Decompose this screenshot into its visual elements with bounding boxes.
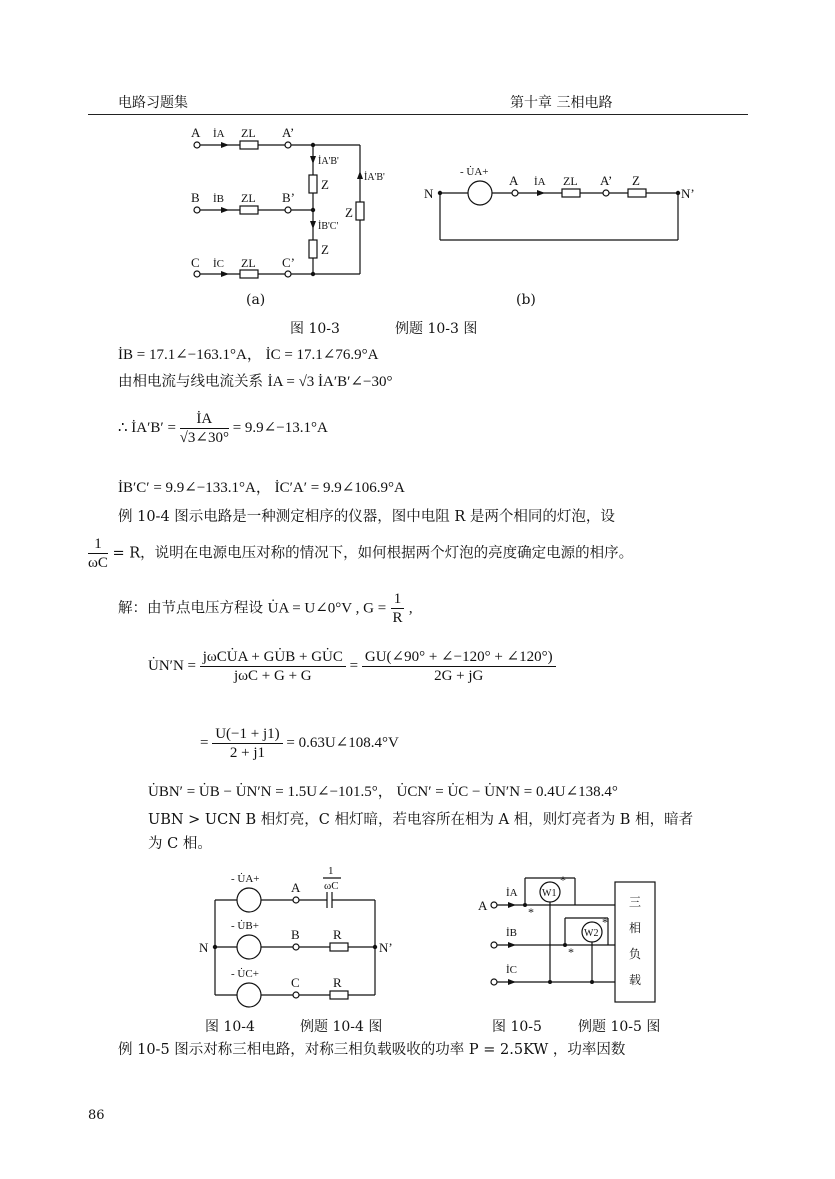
eq-unn-den2: 2G + jG bbox=[434, 668, 484, 684]
eq-iab-lhs: ∴ İA′B′ = bbox=[118, 419, 176, 436]
label-ia-b: İA bbox=[534, 176, 546, 188]
star-w1-b: * bbox=[528, 905, 534, 919]
label-zl-c: ZL bbox=[241, 256, 256, 270]
page-number: 86 bbox=[88, 1108, 105, 1123]
figure-10-3-caption-title: 例题 10-3 图 bbox=[395, 321, 478, 337]
label-cap-num: 1 bbox=[328, 865, 334, 877]
label-iab: İA'B' bbox=[318, 156, 339, 167]
eq-unn-fraction-2 bbox=[362, 648, 556, 685]
label-ic-5: İC bbox=[506, 964, 517, 976]
ex4-condition-text: = R，说明在电源电压对称的情况下，如何根据两个灯泡的亮度确定电源的相序。 bbox=[112, 545, 634, 562]
label-r-b: R bbox=[333, 927, 342, 942]
eq-unn-num2: GU(∠90° + ∠−120° + ∠120°) bbox=[362, 648, 556, 667]
label-a-5: A bbox=[478, 898, 488, 913]
label-z-2: Z bbox=[321, 242, 329, 257]
eq-line-phase-text: 由相电流与线电流关系 bbox=[118, 374, 263, 390]
label-ub-4: - U̇B+ bbox=[231, 920, 259, 932]
label-z-3: Z bbox=[345, 205, 353, 220]
label-zl: ZL bbox=[563, 174, 578, 188]
label-ica: İA'B' bbox=[364, 172, 385, 183]
eq-unn-result bbox=[200, 725, 399, 762]
solution-g-den: R bbox=[392, 610, 403, 626]
eq-ubn-ucn: U̇BN′ = U̇B − U̇N′N = 1.5U∠−101.5°， U̇CN′ = U̇C − U̇N′N = 0.4U∠138.4° bbox=[148, 784, 618, 800]
eq-res-den: 2 + j1 bbox=[229, 745, 265, 761]
solution-eq: U̇A = U∠0°V , G = bbox=[267, 600, 387, 617]
eq-unn-num1: jωCU̇A + GU̇B + GU̇C bbox=[200, 648, 346, 667]
eq-res-rhs: = 0.63U∠108.4°V bbox=[286, 734, 399, 751]
eq-ib-ic: İB = 17.1∠−163.1°A， İC = 17.1∠76.9°A bbox=[118, 347, 379, 363]
eq-ibc-ica: İB′C′ = 9.9∠−133.1°A， İC′A′ = 9.9∠106.9°A bbox=[118, 480, 405, 496]
load-char-3: 负 bbox=[629, 947, 642, 961]
label-uc-4: - U̇C+ bbox=[231, 968, 259, 980]
solution-g-num: 1 bbox=[391, 590, 405, 609]
eq-res-lhs: = bbox=[200, 734, 209, 751]
label-c-4: C bbox=[291, 975, 300, 990]
eq-iab-num: İA bbox=[180, 410, 229, 429]
figure-10-5-circuit bbox=[470, 860, 670, 1010]
load-char-1: 三 bbox=[629, 895, 642, 909]
star-w2-b: * bbox=[568, 945, 574, 959]
figure-10-4-caption-title: 例题 10-4 图 bbox=[300, 1019, 383, 1035]
eq-iab-fraction bbox=[180, 410, 229, 447]
label-z-b: Z bbox=[632, 173, 640, 188]
label-ib-5: İB bbox=[506, 927, 517, 939]
load-char-4: 载 bbox=[629, 973, 642, 987]
label-w2: W2 bbox=[584, 928, 599, 939]
eq-res-num: U(−1 + j1) bbox=[212, 725, 282, 744]
solution-setup bbox=[118, 590, 413, 627]
label-ia-5: İA bbox=[506, 887, 518, 899]
figure-10-5-caption: 图 10-5 bbox=[492, 1019, 542, 1035]
label-a-node: A bbox=[191, 125, 201, 140]
eq-line-phase-relation bbox=[118, 375, 392, 390]
running-header-left: 电路习题集 bbox=[118, 95, 188, 111]
label-c-node: C bbox=[191, 255, 200, 270]
figure-10-3b-circuit bbox=[420, 155, 695, 250]
eq-unn-equals: = bbox=[349, 657, 359, 674]
label-n-prime: N’ bbox=[681, 186, 695, 201]
label-ua: - U̇A+ bbox=[460, 166, 489, 178]
solution-comma: , bbox=[408, 600, 413, 617]
figure-10-4-caption: 图 10-4 bbox=[205, 1019, 255, 1035]
label-n-4: N bbox=[199, 940, 209, 955]
label-n: N bbox=[424, 186, 434, 201]
label-a: A bbox=[509, 173, 519, 188]
label-ia: İA bbox=[213, 128, 225, 140]
ex4-frac-den: ωC bbox=[88, 555, 108, 571]
label-r-c: R bbox=[333, 975, 342, 990]
example-10-4-condition bbox=[88, 535, 633, 572]
star-w2-a: * bbox=[602, 915, 608, 929]
figure-10-3a-sublabel: (a) bbox=[246, 292, 266, 308]
label-ibc: İB'C' bbox=[318, 221, 339, 232]
example-10-5-statement: 例 10-5 图示对称三相电路，对称三相负载吸收的功率 P = 2.5KW ，功率因数 bbox=[118, 1042, 626, 1058]
star-w1-a: * bbox=[560, 873, 566, 887]
label-a-prime: A’ bbox=[282, 125, 295, 140]
eq-unn-den1: jωC + G + G bbox=[234, 668, 312, 684]
eq-res-fraction bbox=[212, 725, 282, 762]
solution-g-fraction bbox=[391, 590, 405, 627]
conclusion-line-1: UBN > UCN B 相灯亮，C 相灯暗，若电容所在相为 A 相，则灯亮者为 B 相，暗者 bbox=[148, 812, 694, 828]
eq-unn-lhs: U̇N′N = bbox=[148, 657, 196, 674]
eq-iab-rhs: = 9.9∠−13.1°A bbox=[232, 419, 328, 436]
conclusion-line-2: 为 C 相。 bbox=[148, 836, 212, 852]
label-ic: İC bbox=[213, 258, 224, 270]
figure-10-5-caption-title: 例题 10-5 图 bbox=[578, 1019, 661, 1035]
label-c-prime: C’ bbox=[282, 255, 295, 270]
header-rule bbox=[88, 114, 748, 115]
eq-iab-den: √3∠30° bbox=[179, 430, 229, 446]
label-ib: İB bbox=[213, 193, 224, 205]
eq-unn bbox=[148, 648, 556, 685]
label-n-prime-4: N’ bbox=[379, 940, 393, 955]
label-a-4: A bbox=[291, 880, 301, 895]
solution-label: 解：由节点电压方程设 bbox=[118, 600, 263, 617]
label-ua-4: - U̇A+ bbox=[231, 873, 260, 885]
figure-10-4-circuit bbox=[195, 860, 410, 1010]
ex4-fraction bbox=[88, 535, 108, 572]
figure-10-3b-sublabel: (b) bbox=[516, 292, 536, 308]
figure-10-3a-circuit bbox=[185, 122, 395, 287]
label-b-4: B bbox=[291, 927, 300, 942]
figure-10-3-caption: 图 10-3 bbox=[290, 321, 340, 337]
label-zl-a: ZL bbox=[241, 126, 256, 140]
label-cap-den: ωC bbox=[324, 880, 339, 892]
ex4-frac-num: 1 bbox=[88, 535, 108, 554]
label-b-prime: B’ bbox=[282, 190, 295, 205]
label-w1: W1 bbox=[542, 888, 557, 899]
label-a-prime-b: A’ bbox=[600, 173, 613, 188]
eq-iab bbox=[118, 410, 328, 447]
label-zl-b: ZL bbox=[241, 191, 256, 205]
label-z-1: Z bbox=[321, 177, 329, 192]
example-10-4-statement: 例 10-4 图示电路是一种测定相序的仪器，图中电阻 R 是两个相同的灯泡，设 bbox=[118, 509, 615, 525]
label-b-node: B bbox=[191, 190, 200, 205]
running-header-right: 第十章 三相电路 bbox=[510, 95, 613, 111]
load-char-2: 相 bbox=[629, 921, 642, 935]
eq-unn-fraction-1 bbox=[200, 648, 346, 685]
eq-line-phase-formula: İA = √3 İA′B′∠−30° bbox=[267, 374, 393, 390]
